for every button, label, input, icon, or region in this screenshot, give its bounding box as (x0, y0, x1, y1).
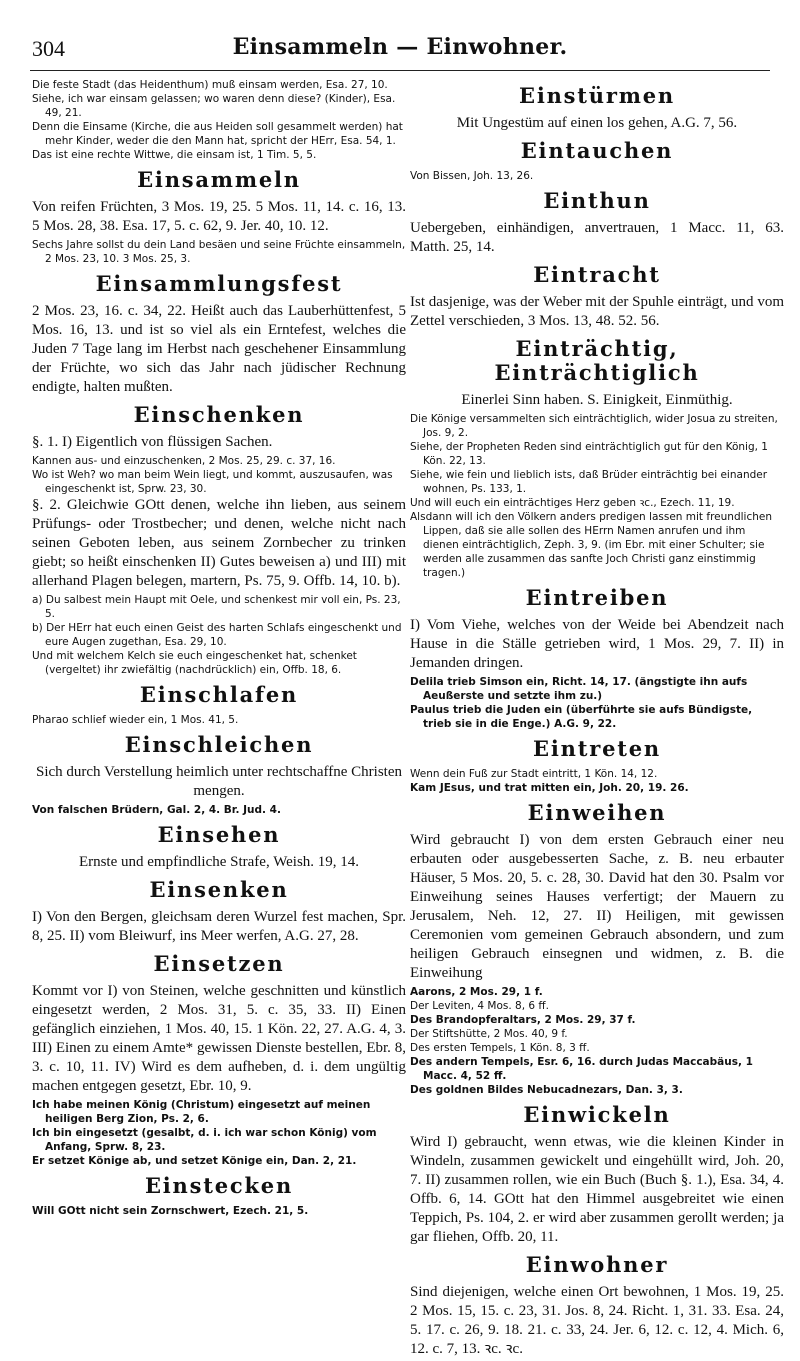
entry-text: Sich durch Verstellung heimlich unter rechtschaffne Christen mengen. (35, 764, 402, 799)
citation: Alsdann will ich den Völkern anders predigen lassen mit freundlichen Lippen, daß sie alle sollen des HErrn Namen anrufen und ihm dienen einträchtiglich, Zeph. 3, 9. (im Ebr. mit einer Schulter; sie werden alle zusammen das sanfte Joch Christi ganz einstimmig tragen.) (410, 511, 772, 579)
citation: Paulus trieb die Juden ein (überführte sie aufs Bündigste, trieb sie in die Enge.) A.G. 9, 22. (410, 704, 753, 730)
headword: Einwickeln (523, 1102, 671, 1127)
headword: Einsehen (157, 822, 281, 847)
citation: Siehe, der Propheten Reden sind einträchtiglich gut für den König, 1 Kön. 22, 13. (410, 441, 768, 467)
headword: Einsenken (149, 877, 289, 902)
entry-text: I) Vom Viehe, welches von der Weide bei Abendzeit nach Hause in die Ställe getrieben wird, 1 Mos. 29, 7. II) in Jemanden dringen. (410, 617, 784, 671)
entry-text: §. 1. I) Eigentlich von flüssigen Sachen. (32, 434, 273, 450)
page-number: 304 (32, 36, 65, 61)
entry-text: 2 Mos. 23, 16. c. 34, 22. Heißt auch das Lauberhüttenfest, 5 Mos. 16, 13. und ist so viel als ein Erntefest, welches die Juden 7 Tage lang im Herbst nach geschehener Einsammlung der Früchte, wo sich das Jahr nach jüdischer Rechnung endigte, halten mußten. (32, 303, 406, 395)
page-header (0, 28, 800, 68)
entry-text: Ernste und empfindliche Strafe, Weish. 19, 14. (78, 854, 360, 870)
headword: Einweihen (527, 800, 667, 825)
citation: Kam JEsus, und trat mitten ein, Joh. 20, 19. 26. (410, 782, 689, 794)
entry-text: Wird I) gebraucht, wenn etwas, wie die kleinen Kinder in Windeln, zusammen gewickelt und eingehüllt wird, Joh. 20, 7. II) zusammen rollen, wie ein Buch (Buch §. 1.), Esa. 34, 4. Offb. 6, 14. GOtt hat den Himmel ausgebreitet wie einen Teppich, Ps. 104, 2. er wird aber zusammen gerollt werden; ja gar fliehen, Offb. 20, 11. (410, 1134, 784, 1245)
citation: Und will euch ein einträchtiges Herz geben ꝛc., Ezech. 11, 19. (410, 497, 735, 509)
entry-text: Kommt vor I) von Steinen, welche geschnitten und künstlich eingesetzt werden, 2 Mos. 31, 5. c. 35, 33. II) Einen gefänglich einziehen, 1 Mos. 40, 15. 1 Kön. 22, 27. A.G. 4, 3. III) Einen zu einem Amte* gewissen Dienste bestellen, Ebr. 8, 3. c. 10, 11. IV) Wird es dem aufheben, d. i. dem ungültig machen entgegen gesetzt, Ebr. 10, 9. (32, 983, 406, 1094)
header-rule (30, 70, 770, 71)
citation: Die Könige versammelten sich einträchtiglich, wider Josua zu streiten, Jos. 9, 2. (410, 413, 778, 439)
citation: Ich habe meinen König (Christum) eingesetzt auf meinen heiligen Berg Zion, Ps. 2, 6. (32, 1099, 371, 1125)
entry-text: Einerlei Sinn haben. S. Einigkeit, Einmüthig. (461, 392, 733, 408)
citation: Ich bin eingesetzt (gesalbt, d. i. ich war schon König) vom Anfang, Sprw. 8, 23. (32, 1127, 377, 1153)
entry-text: Von reifen Früchten, 3 Mos. 19, 25. 5 Mos. 11, 14. c. 16, 13. 5 Mos. 28, 38. Esa. 17, 5. c. 62, 9. Jer. 40, 10. 12. (32, 199, 406, 234)
headword: Eintreiben (525, 585, 669, 610)
headword: Einstürmen (519, 83, 675, 108)
citation: Kannen aus- und einzuschenken, 2 Mos. 25, 29. c. 37, 16. (32, 455, 336, 467)
entry-text: Sind diejenigen, welche einen Ort bewohnen, 1 Mos. 19, 25. 2 Mos. 15, 15. c. 23, 31. Jos. 8, 24. Richt. 1, 31. 33. Esa. 24, 5. 17. c. 26, 9. 18. 21. c. 33, 24. Jer. 6, 12. c. 12, 4. Mich. 6, 12. c. 7, 13. ꝛc. ꝛc. (410, 1284, 784, 1357)
citation: Und mit welchem Kelch sie euch eingeschenket hat, schenket (vergeltet) ihr zwiefältig (nachdrücklich) ein, Offb. 18, 6. (32, 650, 357, 676)
entry-text: Wird gebraucht I) von dem ersten Gebrauch einer neu erbauten oder ausgebesserten Sache, z. B. neu erbauter Häuser, 5 Mos. 20, 5. c. 28, 30. David hat den 30. Psalm vor Einweihung seines Hauses verfertigt; der Mauern zu Jerusalem, Neh. 12, 27. II) Heiligen, mit gewissen Ceremonien vom gemeinen Gebrauch absondern, und zum heiligen Gebrauch einsegnen und widmen, z. B. die Einweihung (410, 832, 784, 981)
citation: Von Bissen, Joh. 13, 26. (410, 170, 534, 182)
citation: Siehe, wie fein und lieblich ists, daß Brüder einträchtig bei einander wohnen, Ps. 133, 1. (410, 469, 768, 495)
citation: Von falschen Brüdern, Gal. 2, 4. Br. Jud. 4. (32, 804, 281, 816)
headword: Einwohner (525, 1252, 669, 1277)
citation: Will GOtt nicht sein Zornschwert, Ezech. 21, 5. (32, 1205, 309, 1217)
citation: Wenn dein Fuß zur Stadt eintritt, 1 Kön. 14, 12. (410, 768, 658, 780)
citation: Delila trieb Simson ein, Richt. 14, 17. (ängstigte ihn aufs Aeußerste und setzte ihm zu.) (410, 676, 748, 702)
headword: Einschenken (133, 402, 305, 427)
headword: Einsammeln (137, 167, 301, 192)
citation: Siehe, ich war einsam gelassen; wo waren denn diese? (Kinder), Esa. 49, 21. (32, 93, 396, 119)
headword: Eintreten (533, 736, 661, 761)
citation: a) Du salbest mein Haupt mit Oele, und schenkest mir voll ein, Ps. 23, 5. (32, 594, 401, 620)
headword: Einsammlungsfest (95, 271, 343, 296)
entry-text: Uebergeben, einhändigen, anvertrauen, 1 Macc. 11, 63. Matth. 25, 14. (410, 220, 784, 255)
entry-text: Ist dasjenige, was der Weber mit der Spuhle einträgt, und vom Zettel verschieden, 3 Mos. 13, 48. 52. 56. (410, 294, 784, 329)
citation: Wo ist Weh? wo man beim Wein liegt, und kommt, auszusaufen, was eingeschenkt ist, Sprw. 23, 30. (32, 469, 393, 495)
citation: Pharao schlief wieder ein, 1 Mos. 41, 5. (32, 714, 239, 726)
citation: Das ist eine rechte Wittwe, die einsam ist, 1 Tim. 5, 5. (32, 149, 317, 161)
left-column (32, 78, 406, 1218)
citation: Die feste Stadt (das Heidenthum) muß einsam werden, Esa. 27, 10. (32, 79, 388, 91)
entry-text: I) Von den Bergen, gleichsam deren Wurzel fest machen, Spr. 8, 25. II) vom Bleiwurf, ins Meer werfen, A.G. 27, 28. (32, 909, 406, 944)
headword: Einschleichen (124, 732, 314, 757)
headword: Einthun (543, 188, 651, 213)
citation: Des andern Tempels, Esr. 6, 16. durch Judas Maccabäus, 1 Macc. 4, 52 ff. (410, 1056, 753, 1082)
citation: Des goldnen Bildes Nebucadnezars, Dan. 3, 3. (410, 1084, 683, 1096)
headword: Einschlafen (139, 682, 299, 707)
citation: Sechs Jahre sollst du dein Land besäen und seine Früchte einsammeln, 2 Mos. 23, 10. 3 Mos. 25, 3. (32, 239, 406, 265)
right-column (410, 78, 784, 1361)
running-title: Einsammeln — Einwohner. (232, 34, 568, 60)
citation: Er setzet Könige ab, und setzet Könige ein, Dan. 2, 21. (32, 1155, 357, 1167)
headword: Einstecken (144, 1173, 294, 1198)
headword: Eintauchen (520, 138, 674, 163)
citation: Aarons, 2 Mos. 29, 1 f. (410, 986, 543, 998)
citation: Des ersten Tempels, 1 Kön. 8, 3 ff. (410, 1042, 590, 1054)
entry-text: Mit Ungestüm auf einen los gehen, A.G. 7, 56. (456, 115, 738, 131)
citation: Denn die Einsame (Kirche, die aus Heiden soll gesammelt werden) hat mehr Kinder, weder die den Mann hat, spricht der HErr, Esa. 54, 1. (32, 121, 403, 147)
entry-text: §. 2. Gleichwie GOtt denen, welche ihn lieben, aus seinem Prüfungs- oder Trostbecher; und denen, welche nicht nach seinen Geboten leben, aus seinem Zornbecher zu trinken giebt; so heißt einschenken II) Gutes beweisen a) und III) mit allerhand Plagen belegen, martern, Ps. 75, 9. Offb. 14, 10. b). (32, 497, 406, 589)
citation: Der Leviten, 4 Mos. 8, 6 ff. (410, 1000, 549, 1012)
headword: Einsetzen (153, 951, 285, 976)
citation: Der Stiftshütte, 2 Mos. 40, 9 f. (410, 1028, 568, 1040)
headword: Einträchtig, Einträchtiglich (494, 336, 700, 385)
citation: Des Brandopferaltars, 2 Mos. 29, 37 f. (410, 1014, 636, 1026)
headword: Eintracht (533, 262, 661, 287)
citation: b) Der HErr hat euch einen Geist des harten Schlafs eingeschenkt und eure Augen zugethan, Esa. 29, 10. (32, 622, 402, 648)
